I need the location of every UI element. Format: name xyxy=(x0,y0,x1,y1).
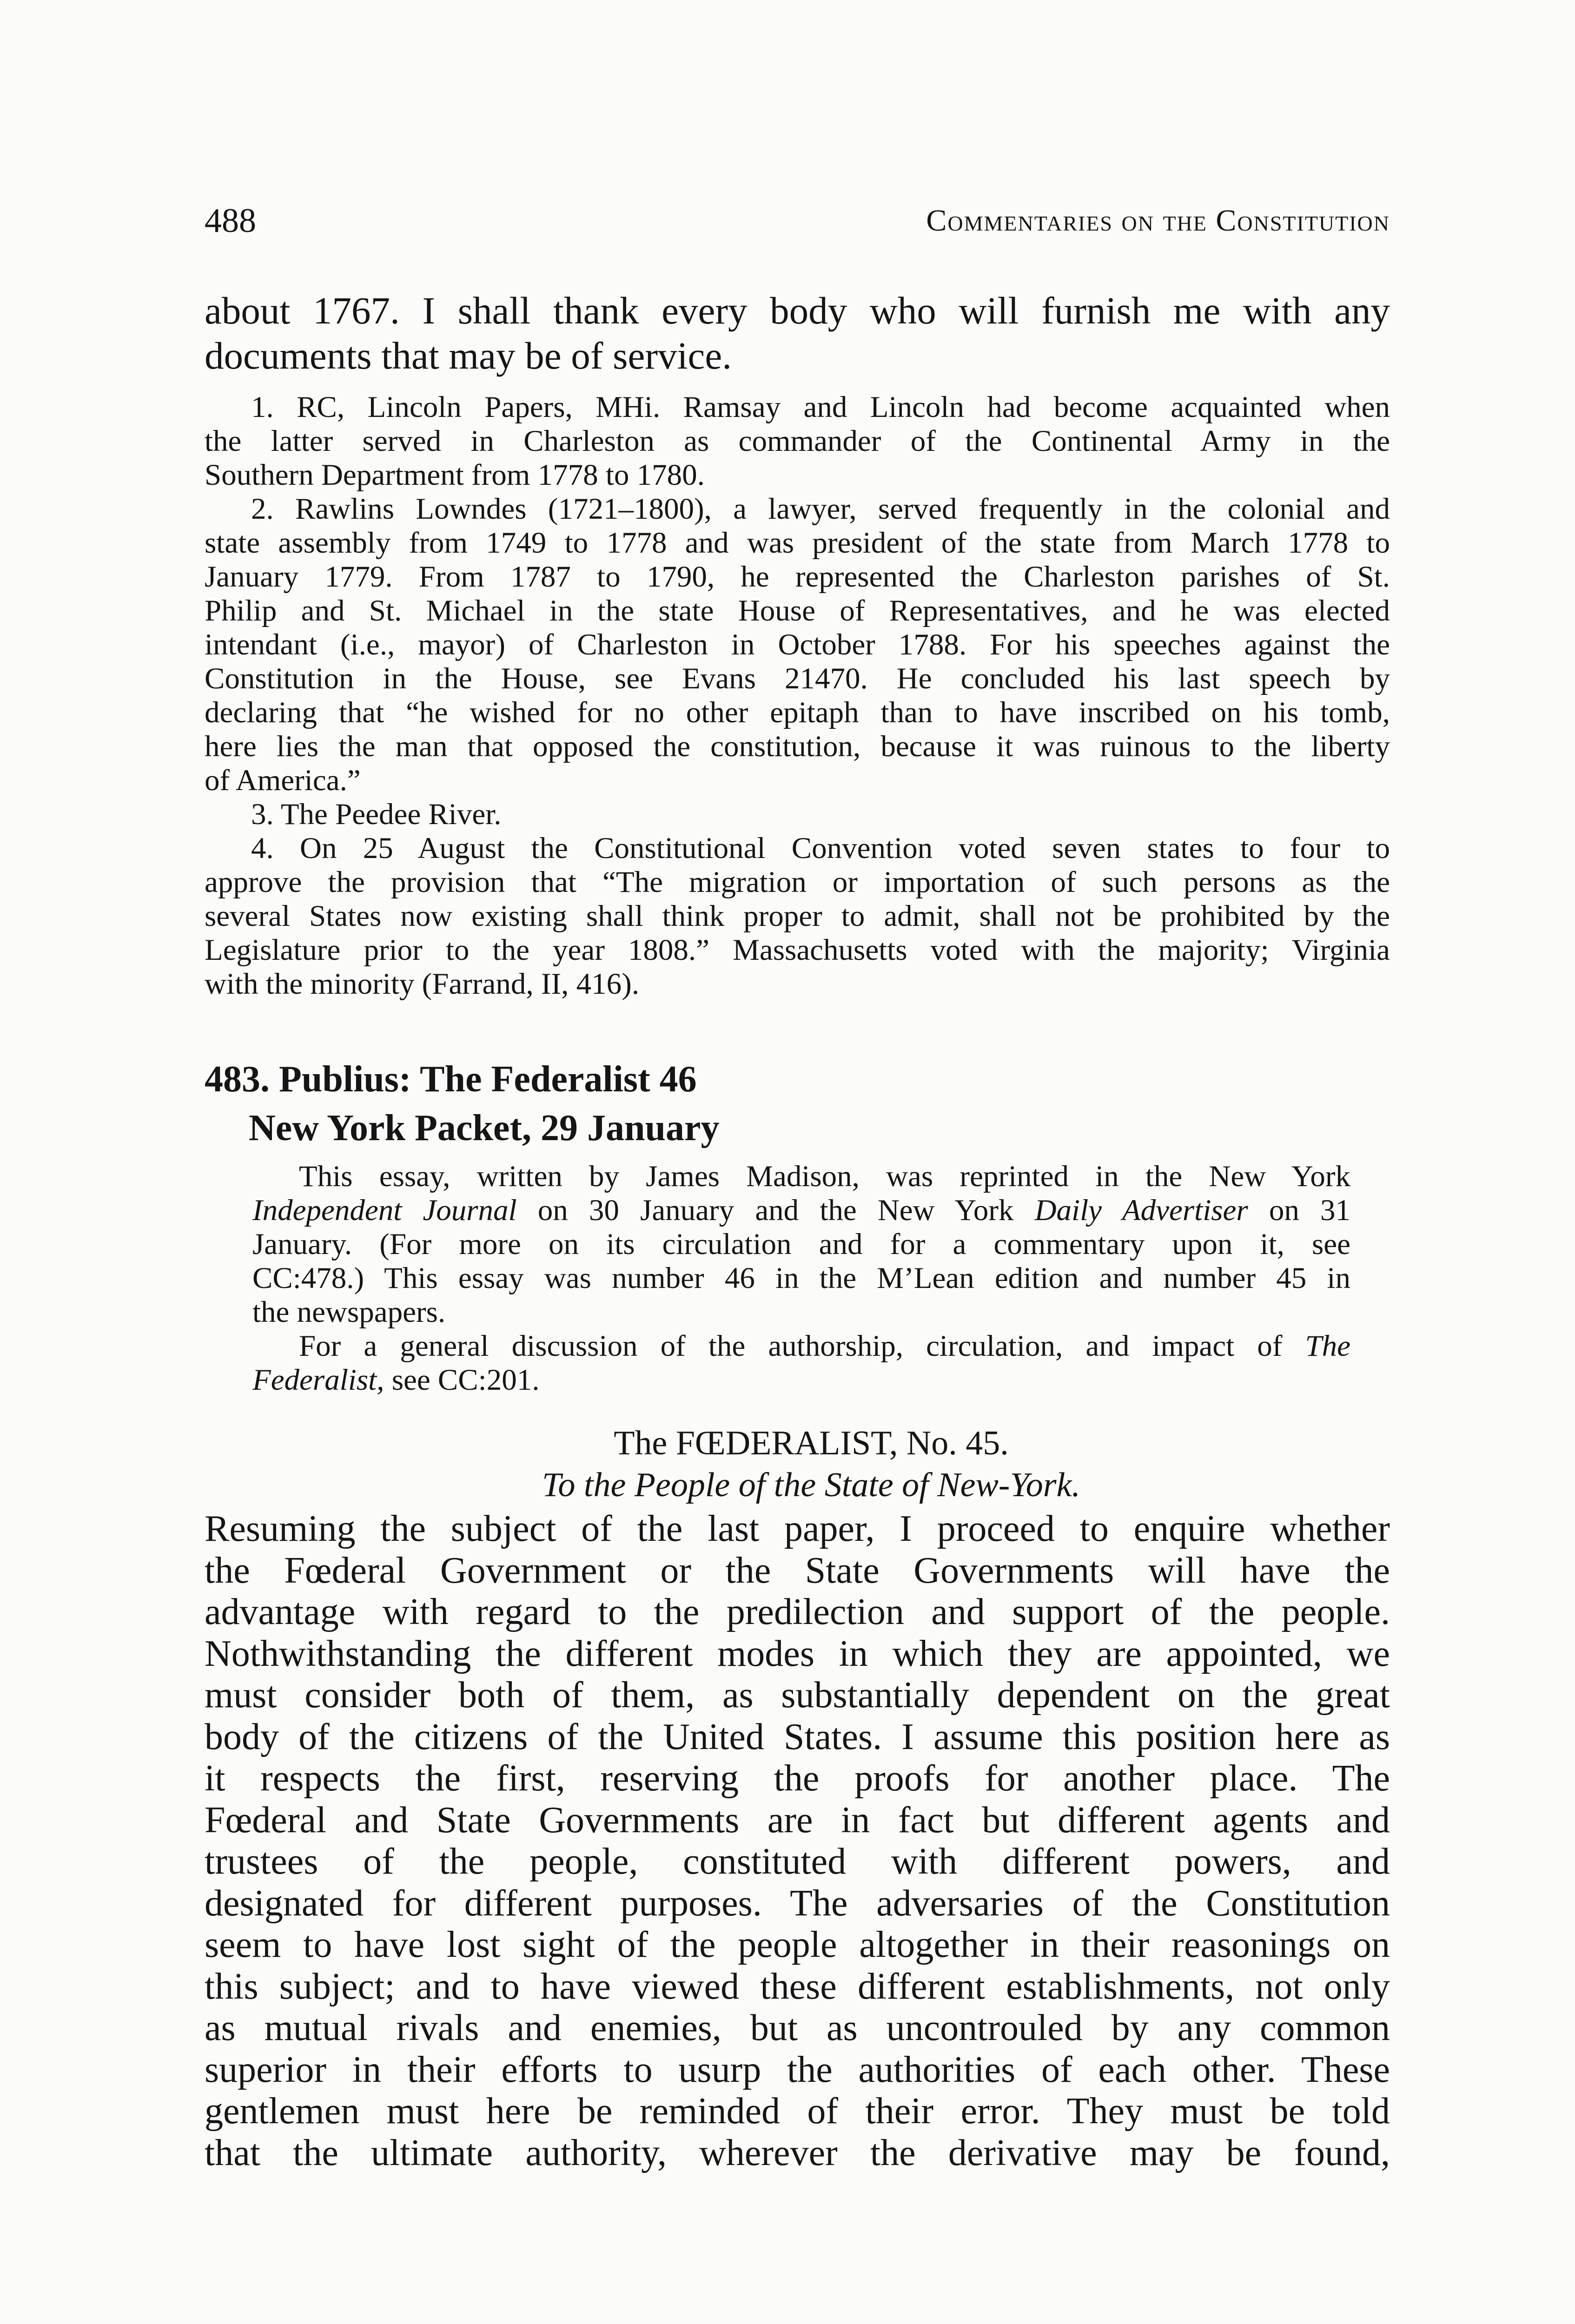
headnote xyxy=(252,1160,1350,1397)
book-title: Federalist, xyxy=(252,1363,384,1397)
headnote-line: January. (For more on its circulation and for a commentary upon it, see xyxy=(252,1228,1350,1261)
document-heading xyxy=(205,1055,1390,1153)
footnote-line: several States now existing shall think proper to admit, shall not be prohibited by the xyxy=(205,899,1390,933)
continued-text xyxy=(205,288,1390,378)
footnote-line: Southern Department from 1778 to 1780. xyxy=(205,458,705,492)
footnote-line: Legislature prior to the year 1808.” Massachusetts voted with the majority; Virginia xyxy=(205,933,1390,967)
footnotes xyxy=(205,390,1390,1001)
body-line: superior in their efforts to usurp the authorities of each other. These xyxy=(205,2049,1390,2090)
footnote-line: 1. RC, Lincoln Papers, MHi. Ramsay and Lincoln had become acquainted when xyxy=(251,390,1390,424)
body-line: must consider both of them, as substantially dependent on the great xyxy=(205,1675,1390,1716)
headnote-text: see CC:201. xyxy=(384,1363,540,1397)
headnote-line: CC:478.) This essay was number 46 in the M’Lean edition and number 45 in xyxy=(252,1261,1350,1295)
body-line: trustees of the people, constituted with different powers, and xyxy=(205,1841,1390,1882)
footnote-line: with the minority (Farrand, II, 416). xyxy=(205,967,640,1001)
document-title: 483. Publius: The Federalist 46 xyxy=(205,1059,697,1100)
document-source: New York Packet, 29 January xyxy=(249,1108,720,1149)
headnote-text: For a general discussion of the authorship, circulation, and impact of xyxy=(299,1329,1305,1363)
essay-title: The FŒDERALIST, No. 45. xyxy=(614,1424,1009,1462)
body-line: Fœderal and State Governments are in fact but different agents and xyxy=(205,1799,1390,1841)
body-line: as mutual rivals and enemies, but as uncontrouled by any common xyxy=(205,2007,1390,2048)
text-line: about 1767. I shall thank every body who will furnish me with any xyxy=(205,289,1390,332)
running-head-title: Commentaries on the Constitution xyxy=(926,204,1390,238)
essay-address: To the People of the State of New-York. xyxy=(542,1466,1080,1504)
body-line: advantage with regard to the predilection and support of the people. xyxy=(205,1591,1390,1632)
text-line: documents that may be of service. xyxy=(205,334,732,377)
headnote-text: on 30 January and the New York xyxy=(516,1194,1035,1227)
footnote-line: here lies the man that opposed the constitution, because it was ruinous to the liberty xyxy=(205,730,1390,763)
headnote-line xyxy=(252,1194,1350,1228)
footnote-line: Constitution in the House, see Evans 21470. He concluded his last speech by xyxy=(205,662,1390,695)
footnote-line: approve the provision that “The migration or importation of such persons as the xyxy=(205,865,1390,899)
body-line: Resuming the subject of the last paper, I proceed to enquire whether xyxy=(205,1508,1390,1549)
body-line: body of the citizens of the United States. I assume this position here as xyxy=(205,1716,1390,1757)
headnote-line xyxy=(252,1363,1350,1397)
body-line: this subject; and to have viewed these different establishments, not only xyxy=(205,1966,1390,2007)
body-line: Nothwithstanding the different modes in which they are appointed, we xyxy=(205,1633,1390,1674)
footnote-line: January 1779. From 1787 to 1790, he represented the Charleston parishes of St. xyxy=(205,560,1390,594)
headnote-line: This essay, written by James Madison, was reprinted in the New York xyxy=(299,1160,1350,1193)
book-title: The xyxy=(1305,1329,1350,1363)
footnote-line: declaring that “he wished for no other epitaph than to have inscribed on his tomb, xyxy=(205,696,1390,729)
headnote-line xyxy=(252,1329,1350,1363)
running-header xyxy=(205,198,1390,244)
newspaper-title: Independent Journal xyxy=(252,1194,517,1227)
body-line: seem to have lost sight of the people altogether in their reasonings on xyxy=(205,1924,1390,1965)
body-line: gentlemen must here be reminded of their error. They must be told xyxy=(205,2091,1390,2132)
body-line: it respects the first, reserving the proofs for another place. The xyxy=(205,1758,1390,1799)
headnote-line: the newspapers. xyxy=(252,1295,446,1329)
footnote-line: Philip and St. Michael in the state House of Representatives, and he was elected xyxy=(205,594,1390,627)
footnote-line: intendant (i.e., mayor) of Charleston in October 1788. For his speeches against the xyxy=(205,628,1390,661)
footnote-line: 4. On 25 August the Constitutional Convention voted seven states to four to xyxy=(251,832,1390,865)
footnote-line: 3. The Peedee River. xyxy=(251,798,502,831)
footnote-line: of America.” xyxy=(205,764,361,797)
headnote-text: on 31 xyxy=(1248,1194,1350,1227)
footnote-line: 2. Rawlins Lowndes (1721–1800), a lawyer, served frequently in the colonial and xyxy=(251,492,1390,526)
body-line: designated for different purposes. The adversaries of the Constitution xyxy=(205,1882,1390,1924)
page-number: 488 xyxy=(205,202,256,240)
footnote-line: the latter served in Charleston as commander of the Continental Army in the xyxy=(205,424,1390,458)
essay-body xyxy=(205,1508,1390,2174)
body-line: the Fœderal Government or the State Governments will have the xyxy=(205,1550,1390,1591)
footnote-line: state assembly from 1749 to 1778 and was president of the state from March 1778 to xyxy=(205,526,1390,560)
newspaper-title: Daily Advertiser xyxy=(1034,1194,1248,1227)
body-line: that the ultimate authority, wherever the derivative may be found, xyxy=(205,2132,1390,2173)
